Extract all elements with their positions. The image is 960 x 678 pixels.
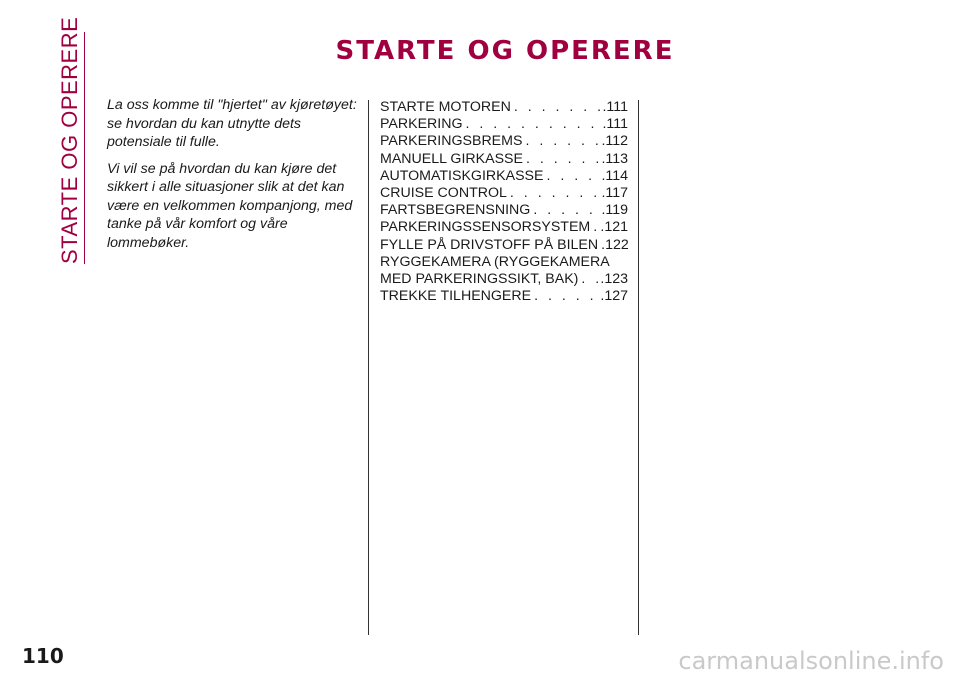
toc-leader-dots <box>590 219 600 236</box>
toc-entry-page: .111 <box>602 99 628 115</box>
toc-entry-page: .111 <box>602 116 628 133</box>
toc-leader-dots <box>511 99 603 116</box>
toc-entry-trekke-tilhengere[interactable] <box>380 288 628 305</box>
toc-entry-page: .112 <box>601 133 628 150</box>
toc-entry-page: .127 <box>600 288 628 305</box>
page-number: 110 <box>22 644 64 668</box>
toc-entry-ryggekamera-line1[interactable] <box>380 254 628 271</box>
toc-entry-page: .121 <box>600 219 628 236</box>
toc-entry-page: .123 <box>600 271 628 288</box>
toc-entry-parkeringsbrems[interactable] <box>380 133 628 150</box>
toc-entry-cruise-control[interactable] <box>380 185 628 202</box>
toc-entry-title: CRUISE CONTROL <box>380 185 507 202</box>
toc-entry-fylle-pa-drivstoff[interactable] <box>380 237 628 254</box>
toc-entry-page: .117 <box>601 185 628 202</box>
toc-leader-dots <box>530 202 601 219</box>
toc-entry-title: PARKERINGSBREMS <box>380 133 523 150</box>
toc-entry-page: .119 <box>601 202 628 219</box>
page-title: STARTE OG OPERERE <box>335 36 675 66</box>
toc-entry-starte-motoren[interactable] <box>380 99 628 116</box>
toc-entry-automatiskgirkasse[interactable] <box>380 168 628 185</box>
toc-entry-title: TREKKE TILHENGERE <box>380 288 532 305</box>
toc-entry-title: PARKERING <box>380 116 463 133</box>
watermark-text: carmanualsonline.info <box>678 647 944 675</box>
toc-entry-title: MANUELL GIRKASSE <box>380 150 523 167</box>
toc-entry-parkeringssensorsystem[interactable] <box>380 219 628 236</box>
table-of-contents <box>380 99 628 305</box>
toc-entry-parkering[interactable] <box>380 116 628 133</box>
toc-entry-title: FYLLE PÅ DRIVSTOFF PÅ BILEN <box>380 236 599 253</box>
intro-paragraph-2: Vi vil se på hvordan du kan kjøre det sikkert i alle situasjoner slik at det kan være en velkommen kompanjong, med tanke på vår komfort og våre lommebøker. <box>107 160 353 251</box>
toc-entry-ryggekamera[interactable] <box>380 271 628 288</box>
toc-leader-dots <box>463 116 603 133</box>
column-divider-left <box>368 100 369 635</box>
toc-entry-title: MED PARKERINGSSIKT, BAK) <box>380 271 579 288</box>
toc-entry-title: FARTSBEGRENSNING <box>380 202 531 219</box>
toc-leader-dots <box>543 168 601 185</box>
toc-leader-dots <box>523 151 601 168</box>
side-section-tab <box>57 16 82 264</box>
toc-entry-title: PARKERINGSSENSORSYSTEM <box>380 219 591 236</box>
toc-leader-dots <box>578 271 600 288</box>
side-tab-label: STARTE OG OPERERE <box>57 16 82 264</box>
intro-paragraph-1: La oss komme til "hjertet" av kjøretøyet: se hvordan du kan utnytte dets potensiale til fulle. <box>107 97 357 150</box>
toc-leader-dots <box>507 185 602 202</box>
toc-entry-title: AUTOMATISKGIRKASSE <box>380 167 544 184</box>
toc-entry-title-line1: RYGGEKAMERA (RYGGEKAMERA <box>380 253 610 270</box>
toc-leader-dots <box>522 133 601 150</box>
toc-entry-manuell-girkasse[interactable] <box>380 151 628 168</box>
intro-text <box>107 96 359 260</box>
column-divider-right <box>638 100 639 635</box>
toc-entry-page: .122 <box>601 236 629 253</box>
side-tab-rule <box>84 32 85 264</box>
toc-leader-dots <box>531 288 600 305</box>
toc-entry-fartsbegrensning[interactable] <box>380 202 628 219</box>
toc-entry-page: .113 <box>601 150 628 167</box>
toc-entry-page: .114 <box>601 167 628 184</box>
toc-entry-title: STARTE MOTOREN <box>380 99 511 115</box>
